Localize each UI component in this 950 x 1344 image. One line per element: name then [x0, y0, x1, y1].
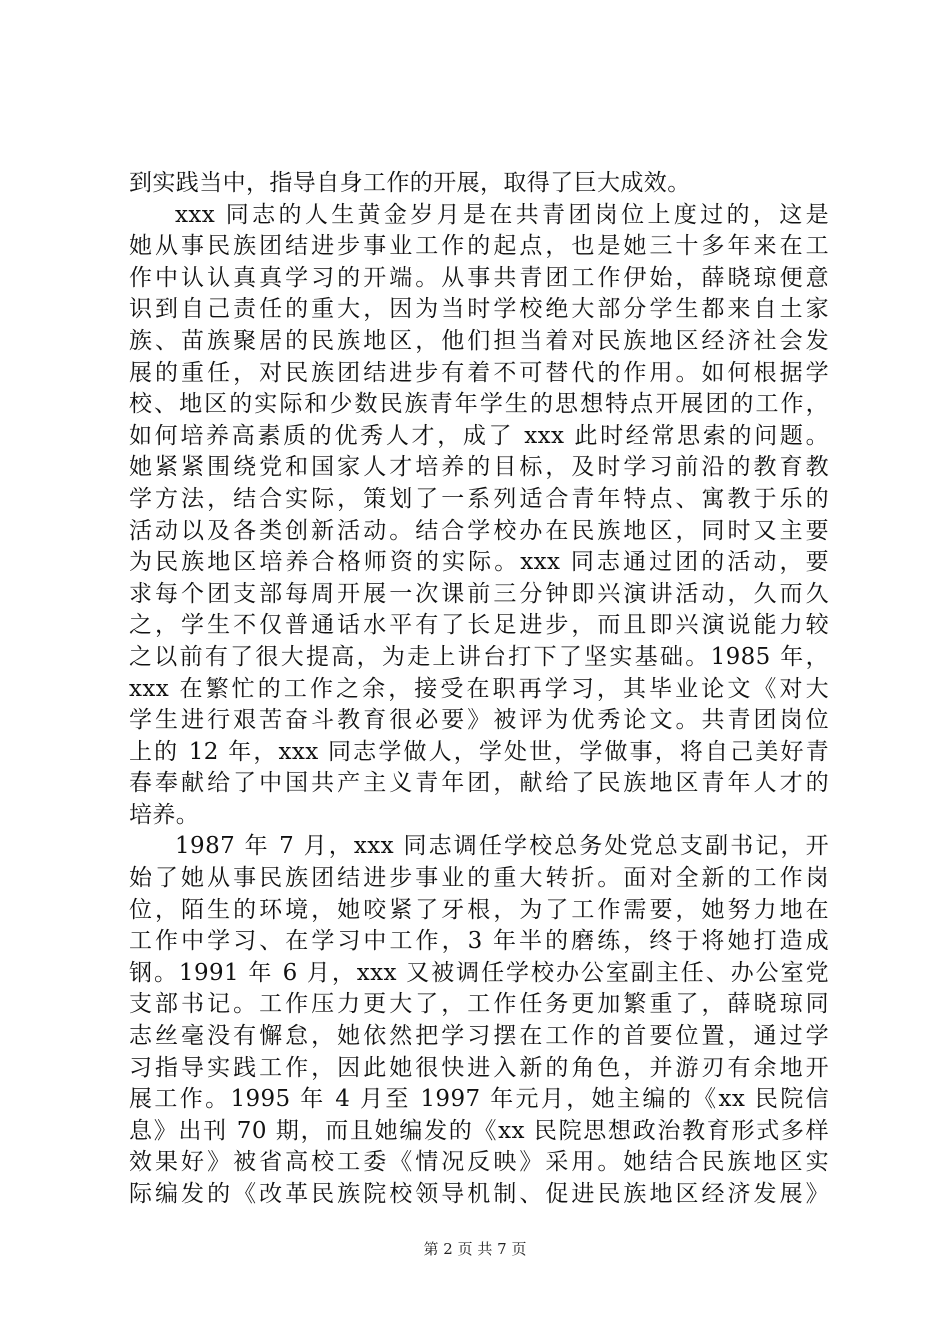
text-line: 支部书记。工作压力更大了，工作任务更加繁重了，薛晓琼同 — [129, 991, 829, 1018]
text-line: xxx 在繁忙的工作之余，接受在职再学习，其毕业论文《对大 — [129, 675, 829, 702]
text-line: 习指导实践工作，因此她很快进入新的角色，并游刃有余地开 — [129, 1054, 829, 1081]
text-line: 学生进行艰苦奋斗教育很必要》被评为优秀论文。共青团岗位 — [129, 707, 829, 734]
text-line: 际编发的《改革民族院校领导机制、促进民族地区经济发展》 — [129, 1181, 829, 1207]
text-line: 活动以及各类创新活动。结合学校办在民族地区，同时又主要 — [129, 517, 829, 544]
text-line: 求每个团支部每周开展一次课前三分钟即兴演讲活动，久而久 — [129, 580, 829, 607]
text-line: 之以前有了很大提高，为走上讲台打下了坚实基础。1985 年， — [129, 643, 829, 670]
text-line: 始了她从事民族团结进步事业的重大转折。面对全新的工作岗 — [129, 865, 829, 892]
text-line: 位，陌生的环境，她咬紧了牙根，为了工作需要，她努力地在 — [129, 896, 829, 923]
text-line: 上的 12 年，xxx 同志学做人，学处世，学做事，将自己美好青 — [129, 738, 829, 765]
text-line: 息》出刊 70 期，而且她编发的《xx 民院思想政治教育形式多样 — [129, 1117, 829, 1144]
page-footer: 第 2 页 共 7 页 — [423, 1240, 527, 1258]
text-line: 1987 年 7 月，xxx 同志调任学校总务处党总支副书记，开 — [175, 833, 829, 860]
text-line: 之，学生不仅普通话水平有了长足进步，而且即兴演说能力较 — [129, 612, 829, 639]
document-body — [129, 168, 829, 1211]
text-line: 展工作。1995 年 4 月至 1997 年元月，她主编的《xx 民院信 — [129, 1086, 829, 1113]
text-line: 培养。 — [129, 801, 200, 828]
text-line: 效果好》被省高校工委《情况反映》采用。她结合民族地区实 — [129, 1149, 829, 1176]
text-line: 校、地区的实际和少数民族青年学生的思想特点开展团的工作， — [129, 391, 829, 418]
text-line: 春奉献给了中国共产主义青年团，献给了民族地区青年人才的 — [129, 770, 829, 797]
text-line: 识到自己责任的重大，因为当时学校绝大部分学生都来自土家 — [129, 296, 829, 323]
text-line: 如何培养高素质的优秀人才，成了 xxx 此时经常思索的问题。 — [129, 422, 829, 449]
text-line: 钢。1991 年 6 月，xxx 又被调任学校办公室副主任、办公室党 — [129, 959, 829, 986]
text-line: 她紧紧围绕党和国家人才培养的目标，及时学习前沿的教育教 — [129, 454, 829, 481]
text-line: xxx 同志的人生黄金岁月是在共青团岗位上度过的，这是 — [175, 201, 829, 228]
text-line: 学方法，结合实际，策划了一系列适合青年特点、寓教于乐的 — [129, 485, 829, 512]
text-line: 作中认认真真学习的开端。从事共青团工作伊始，薛晓琼便意 — [129, 264, 829, 291]
text-line: 为民族地区培养合格师资的实际。xxx 同志通过团的活动，要 — [129, 549, 829, 576]
text-line: 展的重任，对民族团结进步有着不可替代的作用。如何根据学 — [129, 359, 829, 386]
text-line: 到实践当中，指导自身工作的开展，取得了巨大成效。 — [129, 170, 691, 196]
text-line: 工作中学习、在学习中工作，3 年半的磨练，终于将她打造成 — [129, 928, 829, 955]
text-line: 她从事民族团结进步事业工作的起点，也是她三十多年来在工 — [129, 233, 829, 260]
text-line: 志丝毫没有懈怠，她依然把学习摆在工作的首要位置，通过学 — [129, 1023, 829, 1050]
text-line: 族、苗族聚居的民族地区，他们担当着对民族地区经济社会发 — [129, 327, 829, 354]
